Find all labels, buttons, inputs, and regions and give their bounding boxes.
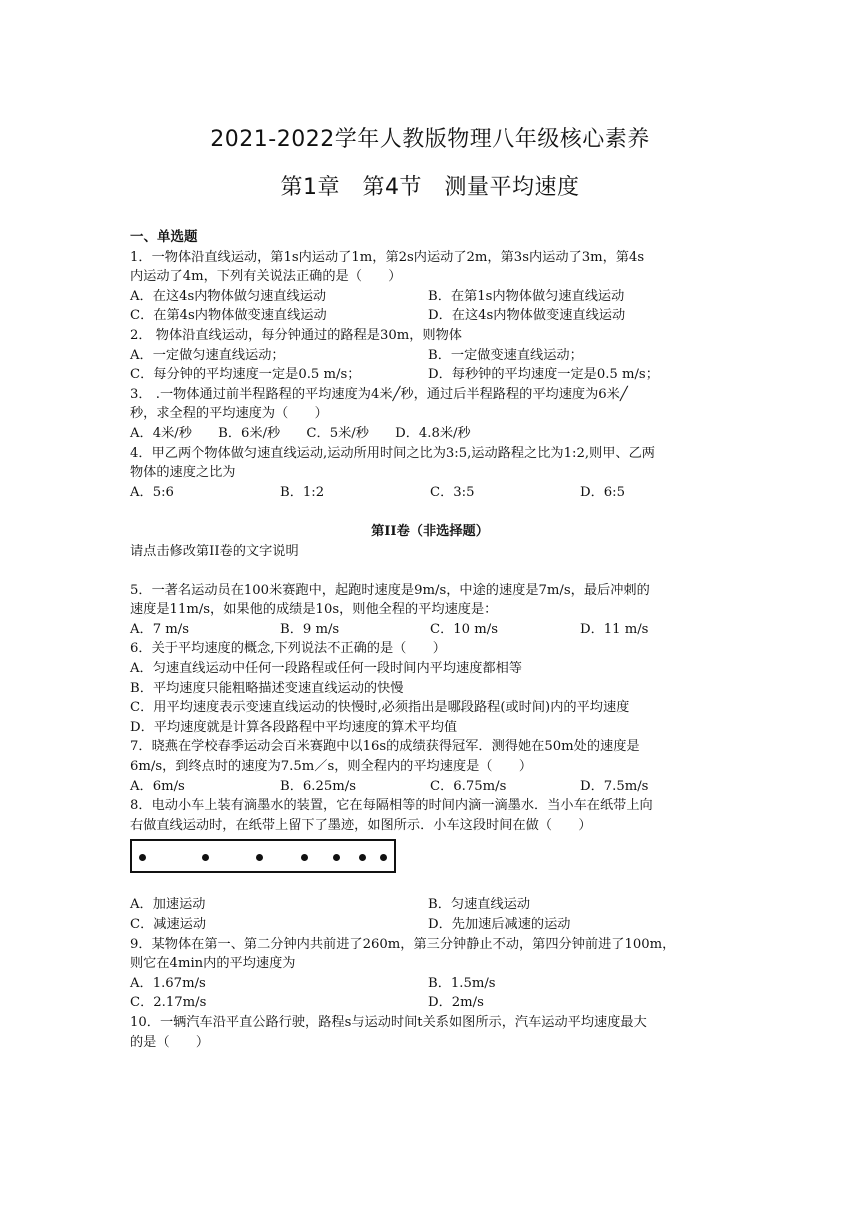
- q8-option-a: A．加速运动: [130, 897, 206, 913]
- question-7-options: [130, 777, 730, 797]
- ink-dot: [301, 854, 308, 861]
- q9-option-b: B．1.5m/s: [428, 975, 496, 991]
- ink-dot: [256, 854, 263, 861]
- question-3-options: [130, 424, 730, 444]
- q6-option-d: D．平均速度就是计算各段路程中平均速度的算术平均值: [130, 719, 458, 735]
- ink-dot: [359, 854, 366, 861]
- q4-option-b: B．1:2: [280, 484, 325, 500]
- q1-option-d: D．在这4s内物体做变速直线运动: [428, 308, 626, 324]
- q9-option-a: A．1.67m/s: [130, 975, 206, 991]
- question-1-stem-cont: 内运动了4m，下列有关说法正确的是（ ）: [130, 269, 402, 285]
- q5-option-b: B．9 m/s: [280, 621, 340, 637]
- question-7-stem: 7．晓燕在学校春季运动会百米赛跑中以16s的成绩获得冠军．测得她在50m处的速度是: [130, 739, 640, 755]
- q4-option-d: D．6:5: [580, 484, 625, 500]
- q6-option-a: A．匀速直线运动中任何一段路程或任何一段时间内平均速度都相等: [130, 661, 522, 677]
- q2-option-d: D．每秒钟的平均速度一定是0.5 m/s；: [428, 367, 659, 383]
- q2-option-c: C．每分钟的平均速度一定是0.5 m/s；: [130, 367, 361, 383]
- question-1-options-row1: [130, 287, 730, 307]
- question-6-stem: 6．关于平均速度的概念,下列说法不正确的是（ ）: [130, 641, 446, 657]
- q2-option-b: B．一定做变速直线运动；: [428, 347, 583, 363]
- question-9-stem-cont: 则它在4min内的平均速度为: [130, 956, 296, 972]
- question-2-options-row1: [130, 346, 730, 366]
- q1-option-b: B．在第1s内物体做匀速直线运动: [428, 288, 625, 304]
- question-9-stem: 9．某物体在第一、第二分钟内共前进了260m，第三分钟静止不动，第四分钟前进了100m，: [130, 936, 676, 952]
- question-2-stem: 2． 物体沿直线运动，每分钟通过的路程是30m，则物体: [130, 327, 462, 343]
- question-9-options-row2: [130, 993, 730, 1013]
- question-4-stem: 4．甲乙两个物体做匀速直线运动,运动所用时间之比为3:5,运动路程之比为1:2,则甲、乙两: [130, 445, 655, 461]
- q7-option-d: D．7.5m/s: [580, 778, 649, 794]
- q8-option-c: C．减速运动: [130, 917, 207, 932]
- chapter-title: 第1章 第4节 测量平均速度: [280, 175, 580, 200]
- q5-option-d: D．11 m/s: [580, 621, 649, 637]
- question-8-options-row1: [130, 895, 730, 915]
- q5-option-a: A．7 m/s: [130, 621, 190, 637]
- q5-option-c: C．10 m/s: [430, 621, 498, 637]
- q6-option-b: B．平均速度只能粗略描述变速直线运动的快慢: [130, 680, 404, 696]
- ink-dot: [202, 854, 209, 861]
- q9-option-d: D．2m/s: [428, 995, 484, 1011]
- q9-option-c: C．2.17m/s: [130, 995, 207, 1011]
- question-3-stem: 3． .一物体通过前半程路程的平均速度为4米╱秒，通过后半程路程的平均速度为6米╱: [130, 386, 628, 402]
- section-heading: 一、单选题: [130, 229, 198, 245]
- ink-dot: [380, 854, 387, 861]
- q4-option-a: A．5:6: [130, 484, 174, 500]
- question-1-options-row2: [130, 306, 730, 326]
- ink-tape-figure: [130, 839, 396, 873]
- question-list: [130, 228, 730, 1052]
- document-title: 2021-2022学年人教版物理八年级核心素养: [210, 127, 650, 152]
- q1-option-c: C．在第4s内物体做变速直线运动: [130, 308, 327, 324]
- part-2-heading: 第II卷（非选择题）: [371, 523, 489, 539]
- question-3-stem-cont: 秒，求全程的平均速度为（ ）: [130, 406, 328, 422]
- q3-option-a: A．4米/秒: [130, 425, 192, 441]
- question-8-options-row2: [130, 915, 730, 935]
- q4-option-c: C．3:5: [430, 484, 475, 500]
- question-2-options-row2: [130, 365, 730, 385]
- question-8-stem-cont: 右做直线运动时，在纸带上留下了墨迹，如图所示．小车这段时间在做（ ）: [130, 817, 592, 833]
- question-5-stem: 5．一著名运动员在100米赛跑中，起跑时速度是9m/s，中途的速度是7m/s，最后冲刺的: [130, 582, 650, 598]
- question-10-stem-cont: 的是（ ）: [130, 1034, 210, 1050]
- q2-option-a: A．一定做匀速直线运动；: [130, 347, 285, 363]
- q3-option-c: C．5米/秒: [306, 425, 369, 441]
- question-4-options: [130, 483, 730, 503]
- q6-option-c: C．用平均速度表示变速直线运动的快慢时,必须指出是哪段路程(或时间)内的平均速度: [130, 700, 630, 716]
- q8-option-b: B．匀速直线运动: [428, 897, 531, 913]
- q7-option-a: A．6m/s: [130, 778, 185, 794]
- q1-option-a: A．在这4s内物体做匀速直线运动: [130, 288, 327, 304]
- q7-option-b: B．6.25m/s: [280, 778, 356, 794]
- q8-option-d: D．先加速后减速的运动: [428, 917, 571, 932]
- q3-option-b: B．6米/秒: [218, 425, 281, 441]
- q7-option-c: C．6.75m/s: [430, 778, 507, 794]
- question-10-stem: 10．一辆汽车沿平直公路行驶，路程s与运动时间t关系如图所示，汽车运动平均速度最大: [130, 1014, 647, 1030]
- question-4-stem-cont: 物体的速度之比为: [130, 465, 236, 481]
- q3-option-d: D．4.8米/秒: [395, 425, 471, 441]
- question-1-stem: 1．一物体沿直线运动，第1s内运动了1m，第2s内运动了2m，第3s内运动了3m，第4s: [130, 249, 645, 265]
- ink-dot: [333, 854, 340, 861]
- question-9-options-row1: [130, 974, 730, 994]
- part-2-note: 请点击修改第II卷的文字说明: [130, 543, 299, 559]
- question-7-stem-cont: 6m/s，到终点时的速度为7.5m／s，则全程内的平均速度是（ ）: [130, 759, 533, 775]
- question-5-stem-cont: 速度是11m/s，如果他的成绩是10s，则他全程的平均速度是：: [130, 602, 498, 618]
- question-5-options: [130, 620, 730, 640]
- question-8-stem: 8．电动小车上装有滴墨水的装置，它在每隔相等的时间内滴一滴墨水．当小车在纸带上向: [130, 798, 653, 814]
- ink-dot: [139, 854, 146, 861]
